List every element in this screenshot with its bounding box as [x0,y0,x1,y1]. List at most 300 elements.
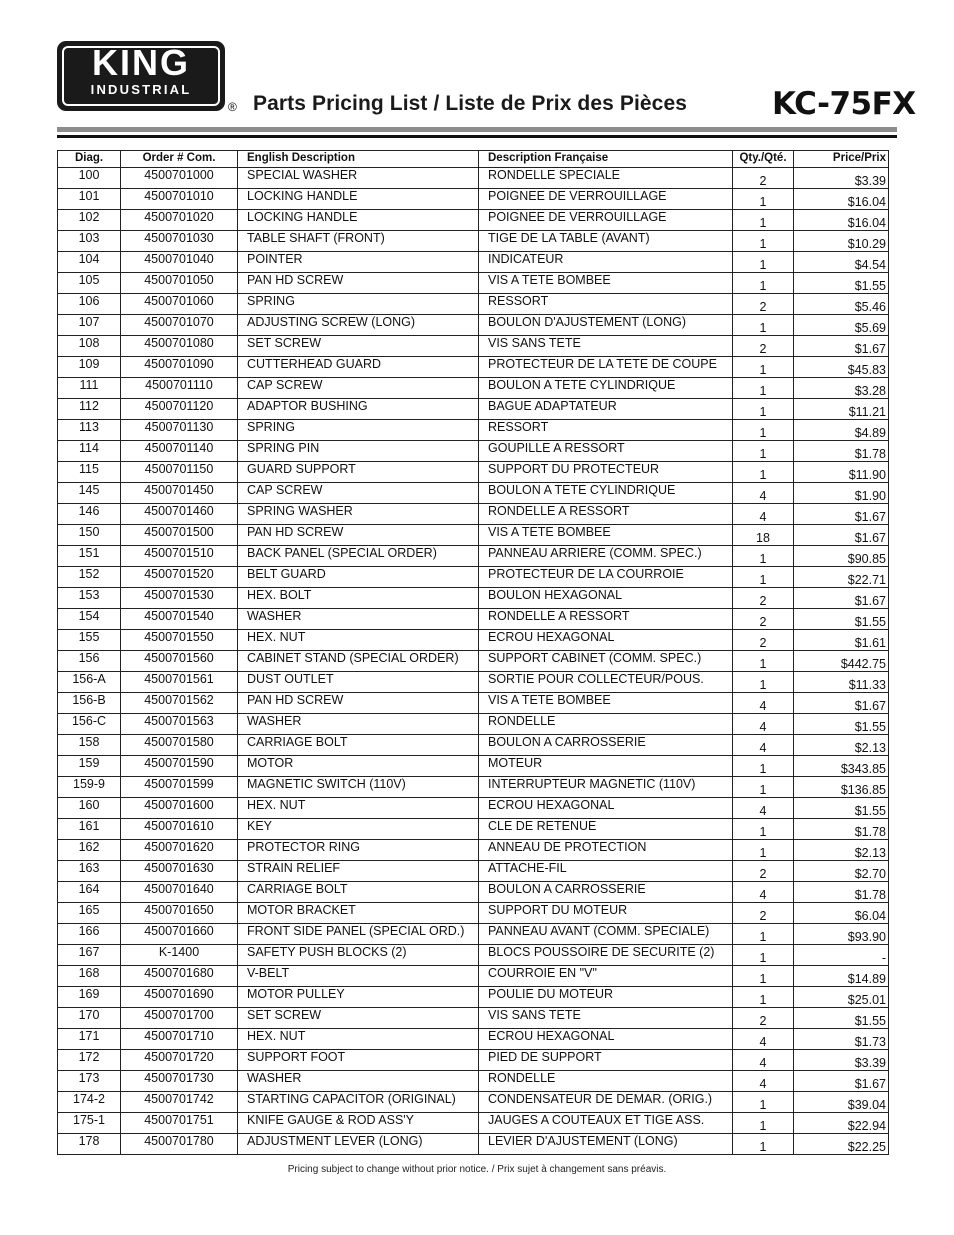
table-row [58,357,889,378]
cell-diag: 160 [58,798,121,819]
table-row [58,840,889,861]
cell-price: $25.01 [794,987,889,1008]
cell-order-number: 4500701730 [121,1071,238,1092]
cell-diag: 161 [58,819,121,840]
cell-price: $1.67 [794,504,889,525]
pricing-disclaimer: Pricing subject to change without prior notice. / Prix sujet à changement sans préavis. [287,1164,667,1175]
cell-diag: 156-C [58,714,121,735]
cell-french-description: LEVIER D'AJUSTEMENT (LONG) [479,1134,733,1155]
cell-quantity: 2 [733,336,794,357]
cell-price: $5.46 [794,294,889,315]
cell-french-description: RONDELLE [479,714,733,735]
cell-english-description: KNIFE GAUGE & ROD ASS'Y [238,1113,479,1134]
cell-price: $1.78 [794,441,889,462]
cell-price: $16.04 [794,189,889,210]
cell-quantity: 4 [733,504,794,525]
cell-price: $1.78 [794,882,889,903]
cell-quantity: 4 [733,1029,794,1050]
cell-diag: 113 [58,420,121,441]
table-row [58,336,889,357]
table-row [58,966,889,987]
cell-diag: 156 [58,651,121,672]
table-row [58,1071,889,1092]
cell-quantity: 4 [733,483,794,504]
cell-quantity: 2 [733,294,794,315]
cell-english-description: HEX. NUT [238,798,479,819]
cell-quantity: 1 [733,924,794,945]
cell-quantity: 2 [733,903,794,924]
cell-french-description: RONDELLE [479,1071,733,1092]
cell-quantity: 1 [733,378,794,399]
cell-order-number: 4500701040 [121,252,238,273]
cell-diag: 168 [58,966,121,987]
cell-french-description: PANNEAU ARRIERE (COMM. SPEC.) [479,546,733,567]
cell-english-description: PAN HD SCREW [238,693,479,714]
cell-quantity: 1 [733,273,794,294]
cell-price: $2.13 [794,735,889,756]
cell-french-description: BOULON A CARROSSERIE [479,882,733,903]
cell-diag: 145 [58,483,121,504]
table-row [58,1113,889,1134]
cell-price: $90.85 [794,546,889,567]
table-row [58,588,889,609]
cell-order-number: 4500701620 [121,840,238,861]
table-row [58,546,889,567]
cell-order-number: 4500701080 [121,336,238,357]
cell-french-description: SORTIE POUR COLLECTEUR/POUS. [479,672,733,693]
logo-subword: INDUSTRIAL [90,82,192,97]
cell-english-description: HEX. BOLT [238,588,479,609]
cell-french-description: ECROU HEXAGONAL [479,630,733,651]
cell-french-description: CONDENSATEUR DE DEMAR. (ORIG.) [479,1092,733,1113]
cell-order-number: 4500701700 [121,1008,238,1029]
registered-mark: ® [228,100,237,114]
cell-price: $1.90 [794,483,889,504]
cell-quantity: 1 [733,252,794,273]
table-row [58,462,889,483]
cell-quantity: 4 [733,693,794,714]
cell-diag: 104 [58,252,121,273]
cell-english-description: POINTER [238,252,479,273]
cell-english-description: CARRIAGE BOLT [238,735,479,756]
cell-quantity: 18 [733,525,794,546]
cell-order-number: 4500701150 [121,462,238,483]
cell-french-description: RESSORT [479,420,733,441]
cell-price: $1.61 [794,630,889,651]
cell-quantity: 2 [733,588,794,609]
cell-french-description: BOULON A TETE CYLINDRIQUE [479,378,733,399]
cell-price: $3.39 [794,168,889,189]
cell-order-number: 4500701780 [121,1134,238,1155]
table-row [58,987,889,1008]
cell-diag: 103 [58,231,121,252]
col-header-order: Order # Com. [121,151,238,168]
cell-price: $1.55 [794,714,889,735]
cell-quantity: 1 [733,840,794,861]
cell-diag: 158 [58,735,121,756]
cell-english-description: CAP SCREW [238,483,479,504]
cell-french-description: BLOCS POUSSOIRE DE SECURITE (2) [479,945,733,966]
table-row [58,609,889,630]
cell-order-number: 4500701650 [121,903,238,924]
cell-french-description: BAGUE ADAPTATEUR [479,399,733,420]
cell-price: - [794,945,889,966]
cell-english-description: HEX. NUT [238,630,479,651]
table-row [58,252,889,273]
cell-order-number: 4500701580 [121,735,238,756]
cell-english-description: CABINET STAND (SPECIAL ORDER) [238,651,479,672]
cell-english-description: HEX. NUT [238,1029,479,1050]
cell-english-description: WASHER [238,609,479,630]
cell-english-description: SPRING WASHER [238,504,479,525]
cell-english-description: GUARD SUPPORT [238,462,479,483]
cell-diag: 156-A [58,672,121,693]
table-row [58,903,889,924]
cell-english-description: TABLE SHAFT (FRONT) [238,231,479,252]
cell-quantity: 4 [733,798,794,819]
cell-english-description: ADJUSTMENT LEVER (LONG) [238,1134,479,1155]
cell-price: $1.55 [794,1008,889,1029]
cell-diag: 102 [58,210,121,231]
cell-french-description: RESSORT [479,294,733,315]
cell-diag: 166 [58,924,121,945]
cell-price: $22.94 [794,1113,889,1134]
cell-french-description: VIS SANS TETE [479,1008,733,1029]
cell-french-description: SUPPORT DU MOTEUR [479,903,733,924]
cell-diag: 173 [58,1071,121,1092]
table-row [58,231,889,252]
table-row [58,924,889,945]
cell-order-number: 4500701130 [121,420,238,441]
cell-order-number: 4500701742 [121,1092,238,1113]
cell-french-description: COURROIE EN "V" [479,966,733,987]
cell-quantity: 1 [733,567,794,588]
cell-order-number: 4500701590 [121,756,238,777]
table-row [58,504,889,525]
cell-english-description: ADJUSTING SCREW (LONG) [238,315,479,336]
table-row [58,819,889,840]
cell-order-number: 4500701120 [121,399,238,420]
cell-quantity: 1 [733,546,794,567]
col-header-diag: Diag. [58,151,121,168]
cell-diag: 159-9 [58,777,121,798]
logo-word: KING [92,42,190,83]
table-row [58,294,889,315]
cell-diag: 115 [58,462,121,483]
cell-french-description: SUPPORT CABINET (COMM. SPEC.) [479,651,733,672]
cell-french-description: VIS A TETE BOMBEE [479,525,733,546]
cell-price: $1.67 [794,588,889,609]
col-header-french: Description Française [479,151,733,168]
cell-order-number: 4500701500 [121,525,238,546]
cell-order-number: 4500701690 [121,987,238,1008]
cell-price: $1.67 [794,336,889,357]
cell-quantity: 1 [733,777,794,798]
cell-price: $45.83 [794,357,889,378]
table-row [58,189,889,210]
cell-quantity: 1 [733,399,794,420]
cell-price: $6.04 [794,903,889,924]
cell-quantity: 1 [733,1113,794,1134]
table-body [58,168,889,1155]
table-row [58,882,889,903]
cell-diag: 159 [58,756,121,777]
table-row [58,735,889,756]
cell-order-number: 4500701720 [121,1050,238,1071]
cell-english-description: MAGNETIC SWITCH (110V) [238,777,479,798]
cell-english-description: SET SCREW [238,336,479,357]
cell-english-description: CUTTERHEAD GUARD [238,357,479,378]
cell-diag: 153 [58,588,121,609]
table-row [58,420,889,441]
cell-english-description: MOTOR [238,756,479,777]
cell-quantity: 1 [733,987,794,1008]
cell-price: $3.28 [794,378,889,399]
cell-order-number: 4500701561 [121,672,238,693]
page-title: Parts Pricing List / Liste de Prix des Pièces [253,92,688,115]
cell-price: $343.85 [794,756,889,777]
cell-diag: 107 [58,315,121,336]
cell-price: $22.25 [794,1134,889,1155]
cell-quantity: 4 [733,1050,794,1071]
cell-quantity: 4 [733,735,794,756]
cell-price: $1.67 [794,1071,889,1092]
cell-order-number: 4500701020 [121,210,238,231]
col-header-qty: Qty./Qté. [733,151,794,168]
cell-order-number: 4500701460 [121,504,238,525]
cell-english-description: KEY [238,819,479,840]
table-row [58,714,889,735]
cell-diag: 164 [58,882,121,903]
cell-price: $11.21 [794,399,889,420]
cell-diag: 150 [58,525,121,546]
cell-order-number: 4500701562 [121,693,238,714]
cell-diag: 111 [58,378,121,399]
cell-french-description: BOULON HEXAGONAL [479,588,733,609]
cell-price: $1.55 [794,609,889,630]
cell-english-description: V-BELT [238,966,479,987]
cell-quantity: 1 [733,231,794,252]
table-row [58,1092,889,1113]
cell-diag: 165 [58,903,121,924]
cell-order-number: 4500701751 [121,1113,238,1134]
cell-french-description: POIGNEE DE VERROUILLAGE [479,189,733,210]
cell-quantity: 1 [733,819,794,840]
cell-price: $1.67 [794,693,889,714]
cell-english-description: PAN HD SCREW [238,273,479,294]
cell-english-description: WASHER [238,1071,479,1092]
cell-price: $22.71 [794,567,889,588]
cell-french-description: ATTACHE-FIL [479,861,733,882]
cell-quantity: 1 [733,420,794,441]
cell-french-description: BOULON A CARROSSERIE [479,735,733,756]
cell-diag: 170 [58,1008,121,1029]
model-number: KC-75FX [772,86,916,122]
cell-french-description: RONDELLE SPECIALE [479,168,733,189]
table-row [58,798,889,819]
cell-quantity: 1 [733,441,794,462]
cell-diag: 151 [58,546,121,567]
table-row [58,1050,889,1071]
table-row [58,483,889,504]
cell-price: $5.69 [794,315,889,336]
cell-french-description: POIGNEE DE VERROUILLAGE [479,210,733,231]
cell-order-number: 4500701563 [121,714,238,735]
cell-english-description: SPRING PIN [238,441,479,462]
cell-french-description: VIS A TETE BOMBEE [479,273,733,294]
cell-diag: 174-2 [58,1092,121,1113]
cell-french-description: VIS SANS TETE [479,336,733,357]
cell-price: $11.90 [794,462,889,483]
cell-french-description: GOUPILLE A RESSORT [479,441,733,462]
cell-french-description: CLE DE RETENUE [479,819,733,840]
cell-diag: 167 [58,945,121,966]
cell-french-description: INTERRUPTEUR MAGNETIC (110V) [479,777,733,798]
table-row [58,399,889,420]
table-row [58,693,889,714]
table-row [58,756,889,777]
cell-price: $3.39 [794,1050,889,1071]
cell-price: $4.54 [794,252,889,273]
cell-english-description: PAN HD SCREW [238,525,479,546]
cell-english-description: SPRING [238,420,479,441]
cell-diag: 175-1 [58,1113,121,1134]
cell-french-description: INDICATEUR [479,252,733,273]
cell-english-description: LOCKING HANDLE [238,210,479,231]
cell-quantity: 1 [733,756,794,777]
cell-quantity: 1 [733,210,794,231]
cell-quantity: 2 [733,168,794,189]
cell-diag: 100 [58,168,121,189]
cell-english-description: MOTOR BRACKET [238,903,479,924]
cell-price: $4.89 [794,420,889,441]
cell-english-description: SPECIAL WASHER [238,168,479,189]
cell-french-description: VIS A TETE BOMBEE [479,693,733,714]
cell-diag: 162 [58,840,121,861]
table-header-row [58,151,889,168]
cell-order-number: 4500701550 [121,630,238,651]
cell-diag: 152 [58,567,121,588]
cell-price: $10.29 [794,231,889,252]
cell-diag: 101 [58,189,121,210]
cell-order-number: 4500701090 [121,357,238,378]
cell-diag: 112 [58,399,121,420]
cell-diag: 106 [58,294,121,315]
cell-price: $2.70 [794,861,889,882]
cell-french-description: ECROU HEXAGONAL [479,1029,733,1050]
cell-diag: 108 [58,336,121,357]
table-row [58,378,889,399]
cell-french-description: RONDELLE A RESSORT [479,609,733,630]
table-row [58,651,889,672]
cell-english-description: FRONT SIDE PANEL (SPECIAL ORD.) [238,924,479,945]
cell-french-description: MOTEUR [479,756,733,777]
table-row [58,861,889,882]
cell-quantity: 4 [733,1071,794,1092]
cell-price: $442.75 [794,651,889,672]
cell-diag: 171 [58,1029,121,1050]
cell-order-number: 4500701140 [121,441,238,462]
cell-english-description: SET SCREW [238,1008,479,1029]
cell-order-number: 4500701030 [121,231,238,252]
table-row [58,945,889,966]
cell-order-number: 4500701520 [121,567,238,588]
cell-order-number: 4500701000 [121,168,238,189]
table-row [58,441,889,462]
cell-english-description: ADAPTOR BUSHING [238,399,479,420]
cell-quantity: 1 [733,651,794,672]
cell-english-description: LOCKING HANDLE [238,189,479,210]
cell-price: $1.55 [794,798,889,819]
parts-table [57,150,889,1155]
table-row [58,315,889,336]
cell-price: $136.85 [794,777,889,798]
table-row [58,1029,889,1050]
cell-order-number: 4500701600 [121,798,238,819]
cell-order-number: 4500701610 [121,819,238,840]
table-row [58,567,889,588]
cell-quantity: 1 [733,966,794,987]
cell-diag: 105 [58,273,121,294]
table-row [58,525,889,546]
cell-french-description: PIED DE SUPPORT [479,1050,733,1071]
cell-french-description: PANNEAU AVANT (COMM. SPECIALE) [479,924,733,945]
cell-french-description: JAUGES A COUTEAUX ET TIGE ASS. [479,1113,733,1134]
cell-french-description: PROTECTEUR DE LA COURROIE [479,567,733,588]
cell-english-description: STRAIN RELIEF [238,861,479,882]
table-row [58,273,889,294]
cell-quantity: 1 [733,357,794,378]
cell-diag: 163 [58,861,121,882]
table-row [58,1134,889,1155]
cell-english-description: SAFETY PUSH BLOCKS (2) [238,945,479,966]
cell-diag: 154 [58,609,121,630]
cell-diag: 178 [58,1134,121,1155]
cell-quantity: 1 [733,1134,794,1155]
cell-english-description: MOTOR PULLEY [238,987,479,1008]
col-header-english: English Description [238,151,479,168]
cell-diag: 155 [58,630,121,651]
cell-price: $14.89 [794,966,889,987]
cell-diag: 146 [58,504,121,525]
cell-diag: 172 [58,1050,121,1071]
cell-order-number: K-1400 [121,945,238,966]
col-header-price: Price/Prix [794,151,889,168]
cell-diag: 109 [58,357,121,378]
cell-english-description: BACK PANEL (SPECIAL ORDER) [238,546,479,567]
table-row [58,210,889,231]
header-rule-grey [57,127,897,132]
cell-english-description: CARRIAGE BOLT [238,882,479,903]
cell-order-number: 4500701530 [121,588,238,609]
cell-price: $1.78 [794,819,889,840]
header-rule-black [57,135,897,138]
cell-order-number: 4500701630 [121,861,238,882]
cell-quantity: 2 [733,861,794,882]
cell-order-number: 4500701060 [121,294,238,315]
cell-diag: 114 [58,441,121,462]
cell-price: $16.04 [794,210,889,231]
cell-diag: 156-B [58,693,121,714]
table-row [58,630,889,651]
cell-quantity: 1 [733,1092,794,1113]
cell-english-description: SUPPORT FOOT [238,1050,479,1071]
cell-price: $11.33 [794,672,889,693]
cell-english-description: BELT GUARD [238,567,479,588]
cell-price: $93.90 [794,924,889,945]
cell-order-number: 4500701010 [121,189,238,210]
cell-order-number: 4500701710 [121,1029,238,1050]
